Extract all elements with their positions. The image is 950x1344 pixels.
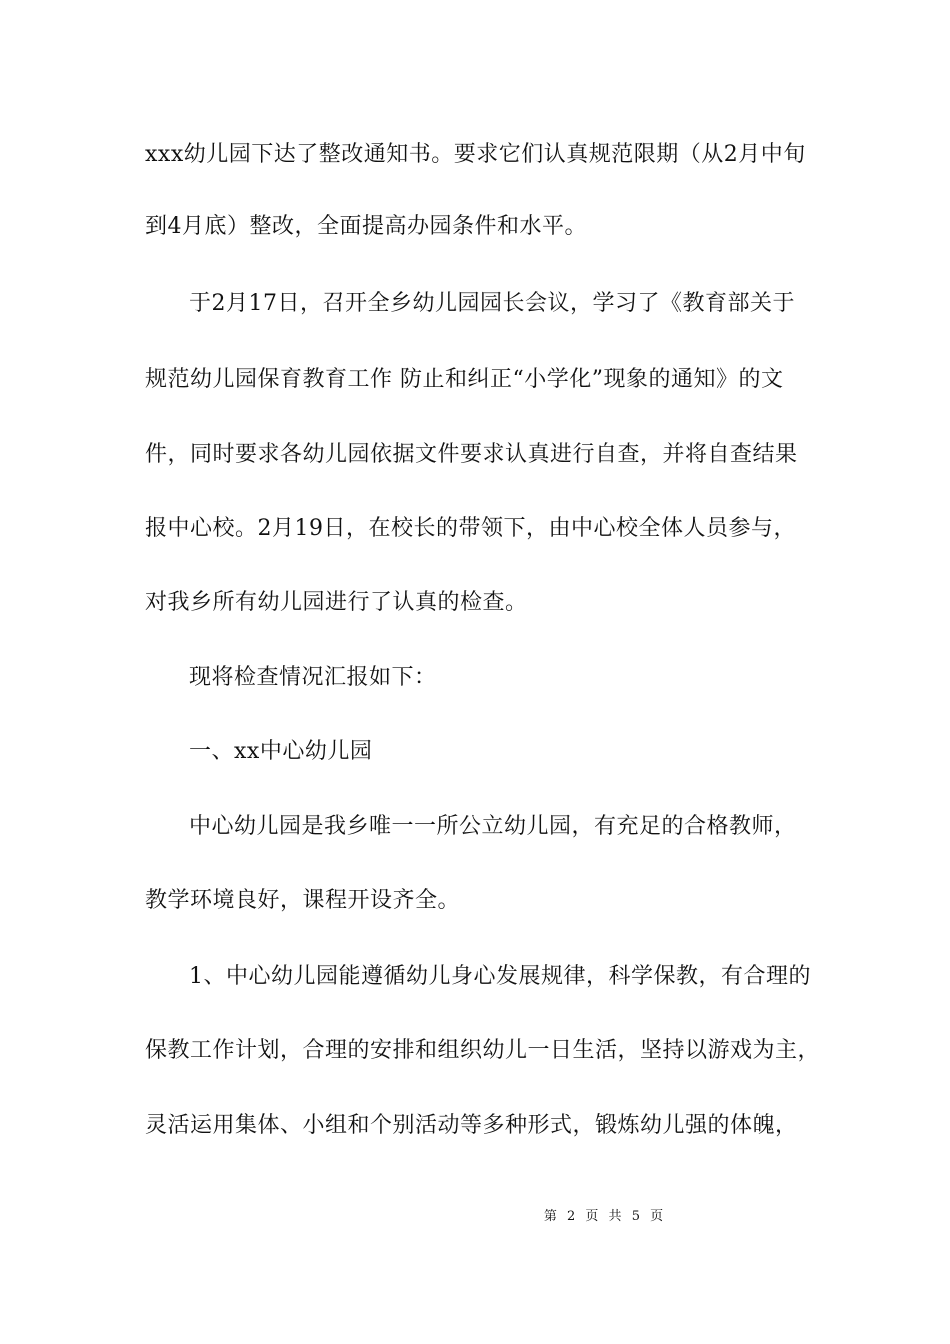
text-line: 规范幼儿园保育教育工作 防止和纠正“小学化”现象的通知》的文: [145, 367, 784, 392]
text-line: 灵活运用集体、小组和个别活动等多种形式，锻炼幼儿强的体魄，: [145, 1113, 798, 1138]
text-line: 1、中心幼儿园能遵循幼儿身心发展规律，科学保教，有合理的: [189, 964, 811, 989]
text-line: 现将检查情况汇报如下：: [189, 665, 437, 690]
page-number: 第 2 页 共 5 页: [543, 1209, 667, 1224]
text-line: 保教工作计划，合理的安排和组织幼儿一日生活，坚持以游戏为主，: [145, 1038, 821, 1063]
text-line: 到4月底）整改，全面提高办园条件和水平。: [145, 214, 587, 239]
text-line: 教学环境良好，课程开设齐全。: [145, 888, 461, 913]
text-line: 报中心校。2月19日，在校长的带领下，由中心校全体人员参与，: [145, 516, 796, 541]
text-line: 件，同时要求各幼儿园依据文件要求认真进行自查，并将自查结果: [145, 442, 798, 467]
text-line: xxx幼儿园下达了整改通知书。要求它们认真规范限期（从2月中旬: [145, 142, 806, 167]
text-line: 于2月17日，召开全乡幼儿园园长会议，学习了《教育部关于: [189, 291, 795, 316]
section-heading: 一、xx中心幼儿园: [189, 739, 373, 764]
text-line: 对我乡所有幼儿园进行了认真的检查。: [145, 590, 528, 615]
text-line: 中心幼儿园是我乡唯一一所公立幼儿园，有充足的合格教师，: [189, 814, 797, 839]
